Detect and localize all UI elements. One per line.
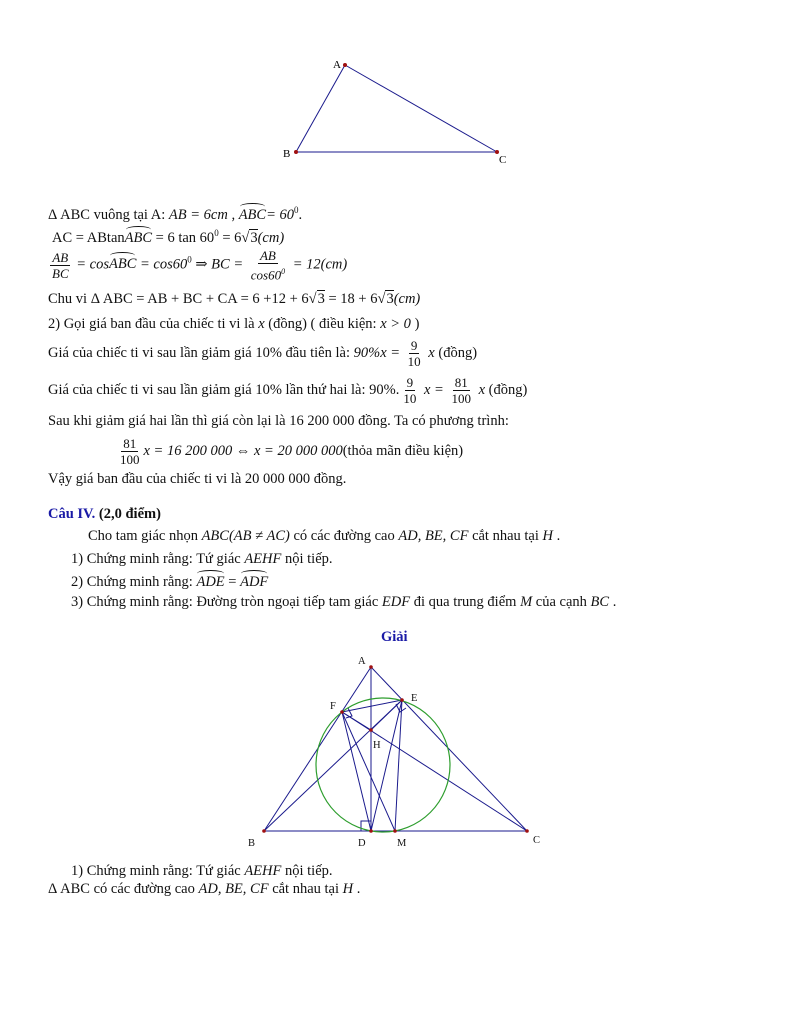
fig2-label-H: H [373, 740, 381, 751]
line-11: Cho tam giác nhọn ABC(AB ≠ AC) có các đường cao AD, BE, CF cắt nhau tại H . [88, 528, 561, 544]
question-4-points: (2,0 điểm) [98, 506, 161, 522]
fig1-label-A: A [333, 59, 341, 71]
fig2-label-A: A [358, 656, 366, 667]
fig1-label-C: C [499, 154, 507, 166]
fig1-label-B: B [283, 148, 291, 160]
question-4-title: Câu IV. [48, 506, 96, 522]
triangle-figure-2 [240, 650, 560, 855]
line-2: AC = ABtanABC = 6 $\tan 60^0 = 6√3(cm)$ [52, 228, 285, 246]
line-6: Giá của chiếc ti vi sau lần giảm giá 10% đầu tiên là: 90%x = $\frac{9}{10}$ x (đồng) [48, 338, 478, 369]
fig2-label-E: E [411, 693, 418, 704]
line-12: 1) Chứng minh rằng: Tứ giác AEHF nội tiếp. [71, 551, 333, 567]
line-16: Δ ABC có các đường cao AD, BE, CF cắt nhau tại H . [48, 881, 361, 897]
fig2-label-M: M [397, 838, 407, 849]
line-3: $\frac{AB}{BC}$ = cosABC = $\cos 60^0$ ⇒ BC = $\frac{AB}{\cos 60^0}$ = 12(cm) [52, 248, 348, 283]
fig2-label-D: D [358, 838, 366, 849]
line-4: Chu vi Δ ABC = AB + BC + CA = 6 +12 + 6√3 = 18 + 6√3(cm) [48, 291, 421, 307]
line-7: Giá của chiếc ti vi sau lần giảm giá 10% lần thứ hai là: 90%. $\frac{9}{10}$ x = $\frac{81}{100}$ x (đồng) [48, 375, 528, 406]
line-1: Δ ABC vuông tại A: AB = 6cm , $ABC= 60^0$. [48, 205, 303, 223]
triangle-figure-1 [270, 50, 530, 175]
line-15: 1) Chứng minh rằng: Tứ giác AEHF nội tiếp. [71, 863, 333, 879]
fig2-label-C: C [533, 835, 541, 846]
line-8: Sau khi giảm giá hai lần thì giá còn lại là 16 200 000 đồng. Ta có phương trình: [48, 413, 509, 429]
line-10: Vậy giá ban đầu của chiếc ti vi là 20 000 000 đồng. [48, 471, 347, 487]
solution-heading: Giải [381, 629, 408, 645]
question-4-heading [48, 505, 161, 523]
line-13: 2) Chứng minh rằng: ADE = ADF [71, 574, 269, 590]
line-5: 2) Gọi giá ban đầu của chiếc ti vi là x (đồng) ( điều kiện: x > 0 ) [48, 316, 420, 332]
fig2-label-B: B [248, 838, 256, 849]
fig2-label-F: F [330, 701, 336, 712]
line-9: $\frac{81}{100}$ x = 16 200 000 ⇔ x = 20 000 000(thỏa mãn điều kiện) [120, 436, 464, 467]
line-14: 3) Chứng minh rằng: Đường tròn ngoại tiếp tam giác EDF đi qua trung điểm M của cạnh BC . [71, 594, 617, 610]
